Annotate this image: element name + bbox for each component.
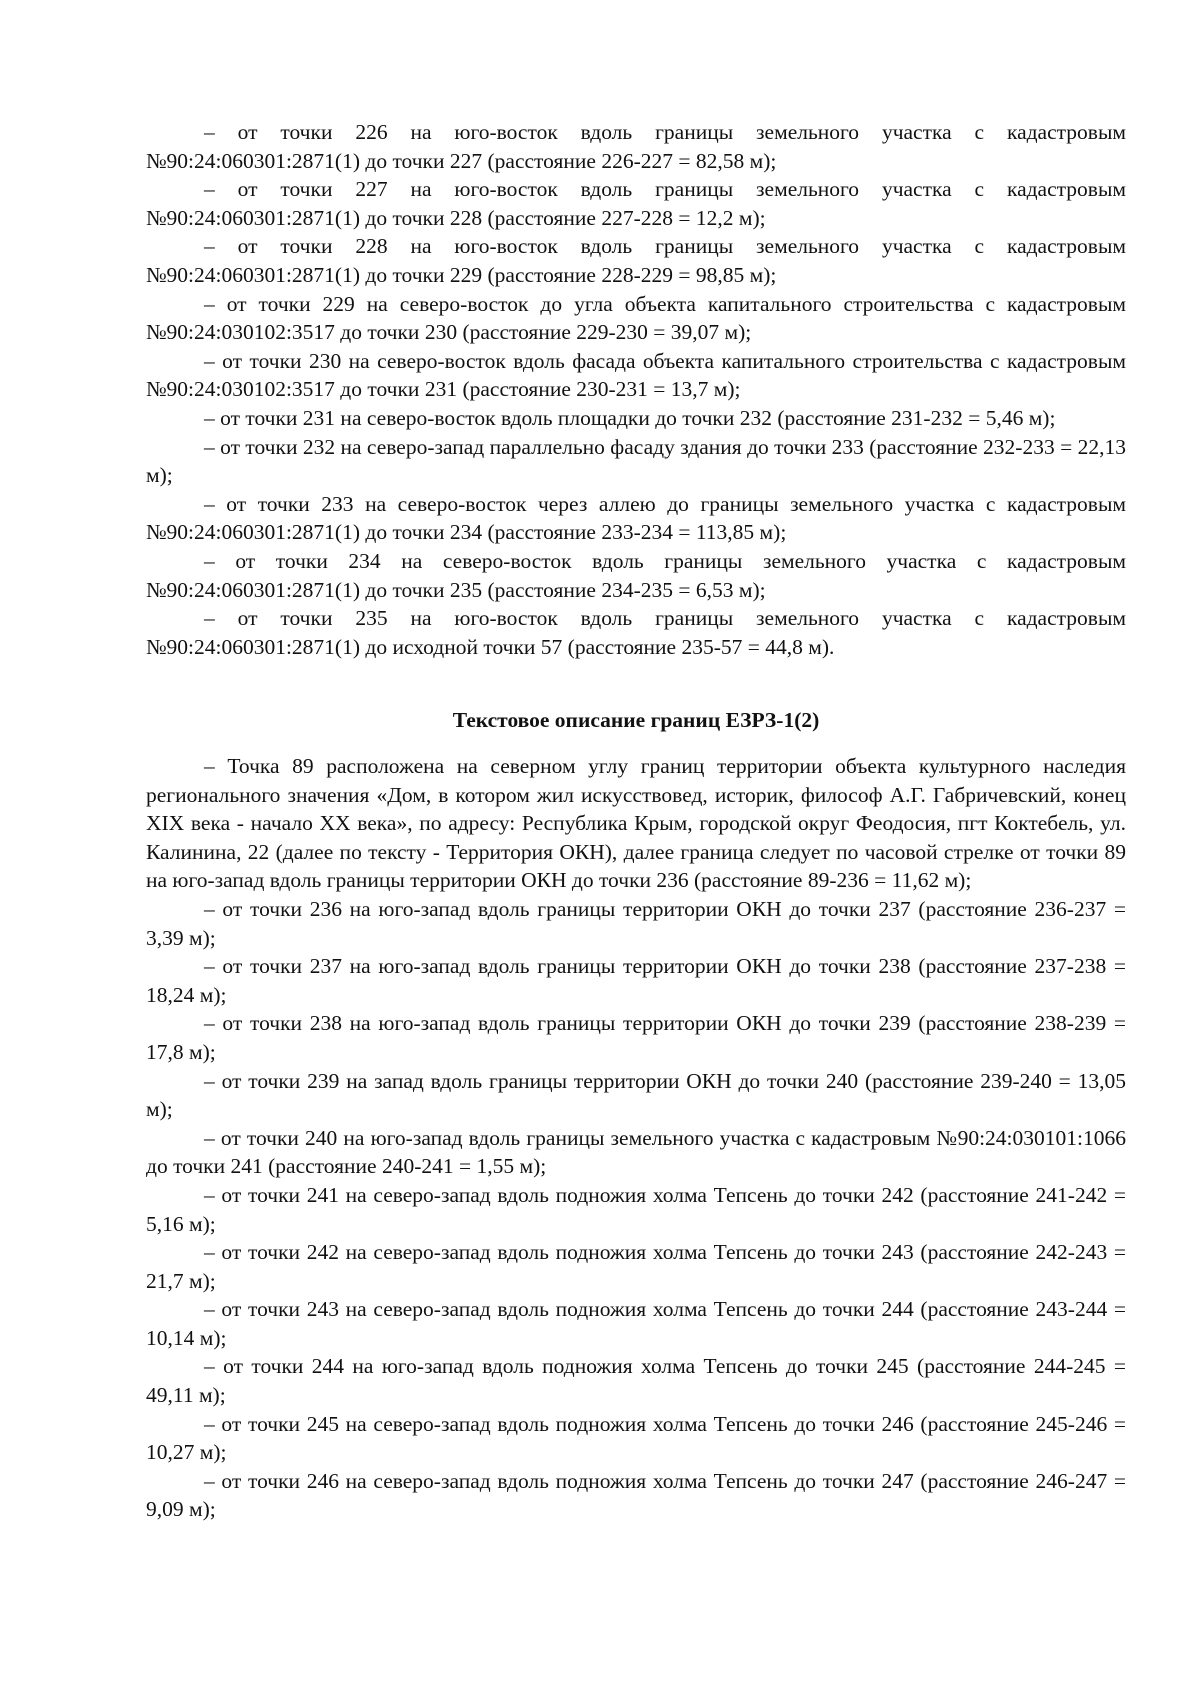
boundary-segment-226-227: – от точки 226 на юго-восток вдоль границы земельного участка с кадастровым №90:24:060301:2871(1) до точки 227 (расстояние 226-227 = 82,58 м); xyxy=(146,120,1126,173)
boundary-segment-234-235: – от точки 234 на северо-восток вдоль границы земельного участка с кадастровым №90:24:060301:2871(1) до точки 235 (расстояние 234-235 = 6,53 м); xyxy=(146,548,1126,602)
boundary-segment-236-237: – от точки 236 на юго-запад вдоль границы территории ОКН до точки 237 (расстояние 236-237 = 3,39 м); xyxy=(146,896,1126,950)
boundary-segment-227-228: – от точки 227 на юго-восток вдоль границы земельного участка с кадастровым №90:24:060301:2871(1) до точки 228 (расстояние 227-228 = 12,2 м); xyxy=(146,177,1126,230)
boundary-segment-239-240: – от точки 239 на запад вдоль границы территории ОКН до точки 240 (расстояние 239-240 = 13,05 м); xyxy=(146,1068,1126,1122)
boundary-segment-245-246: – от точки 245 на северо-запад вдоль подножия холма Тепсень до точки 246 (расстояние 245-246 = 10,27 м); xyxy=(146,1411,1126,1465)
boundary-segment-246-247: – от точки 246 на северо-запад вдоль подножия холма Тепсень до точки 247 (расстояние 246-247 = 9,09 м); xyxy=(146,1468,1126,1522)
section-heading: Текстовое описание границ ЕЗРЗ-1(2) xyxy=(452,708,820,732)
boundary-segment-242-243: – от точки 242 на северо-запад вдоль подножия холма Тепсень до точки 243 (расстояние 242-243 = 21,7 м); xyxy=(146,1240,1126,1293)
boundary-intro-point-89: – Точка 89 расположена на северном углу границ территории объекта культурного наследия регионального значения «Дом, в котором жил искусствовед, историк, философ А.Г. Габричевский, конец XIX века - начало XX века», по адресу: Республика Крым, городской округ Феодосия, пгт Коктебель, ул. Калинина, 22 (далее по тексту - Территория ОКН), далее граница следует по часовой стрелке от точки 89 на юго-запад вдоль границы территории ОКН до точки 236 (расстояние 89-236 = 11,62 м); xyxy=(146,754,1126,893)
boundary-description-continued xyxy=(146,118,1126,661)
boundary-segment-243-244: – от точки 243 на северо-запад вдоль подножия холма Тепсень до точки 244 (расстояние 243-244 = 10,14 м); xyxy=(146,1297,1126,1350)
boundary-segment-229-230: – от точки 229 на северо-восток до угла объекта капитального строительства с кадастровым №90:24:030102:3517 до точки 230 (расстояние 229-230 = 39,07 м); xyxy=(146,291,1126,345)
boundary-segment-228-229: – от точки 228 на юго-восток вдоль границы земельного участка с кадастровым №90:24:060301:2871(1) до точки 229 (расстояние 228-229 = 98,85 м); xyxy=(146,234,1126,287)
boundary-segment-230-231: – от точки 230 на северо-восток вдоль фасада объекта капитального строительства с кадастровым №90:24:030102:3517 до точки 231 (расстояние 230-231 = 13,7 м); xyxy=(146,348,1126,402)
boundary-segment-238-239: – от точки 238 на юго-запад вдоль границы территории ОКН до точки 239 (расстояние 238-239 = 17,8 м); xyxy=(146,1011,1126,1064)
boundary-segment-237-238: – от точки 237 на юго-запад вдоль границы территории ОКН до точки 238 (расстояние 237-238 = 18,24 м); xyxy=(146,954,1126,1007)
boundary-segment-233-234: – от точки 233 на северо-восток через аллею до границы земельного участка с кадастровым №90:24:060301:2871(1) до точки 234 (расстояние 233-234 = 113,85 м); xyxy=(146,491,1126,545)
boundary-segment-235-57: – от точки 235 на юго-восток вдоль границы земельного участка с кадастровым №90:24:060301:2871(1) до исходной точки 57 (расстояние 235-57 = 44,8 м). xyxy=(146,606,1126,659)
boundary-segment-241-242: – от точки 241 на северо-запад вдоль подножия холма Тепсень до точки 242 (расстояние 241-242 = 5,16 м); xyxy=(146,1182,1126,1236)
boundary-segment-240-241: – от точки 240 на юго-запад вдоль границы земельного участка с кадастровым №90:24:030101:1066 до точки 241 (расстояние 240-241 = 1,55 м); xyxy=(146,1125,1126,1179)
boundary-segment-232-233: – от точки 232 на северо-запад параллельно фасаду здания до точки 233 (расстояние 232-233 = 22,13 м); xyxy=(146,434,1126,488)
boundary-description-ezrz-1-2 xyxy=(146,752,1126,1524)
boundary-segment-231-232: – от точки 231 на северо-восток вдоль площадки до точки 232 (расстояние 231-232 = 5,46 м); xyxy=(204,405,1056,430)
boundary-segment-244-245: – от точки 244 на юго-запад вдоль подножия холма Тепсень до точки 245 (расстояние 244-245 = 49,11 м); xyxy=(146,1354,1126,1408)
